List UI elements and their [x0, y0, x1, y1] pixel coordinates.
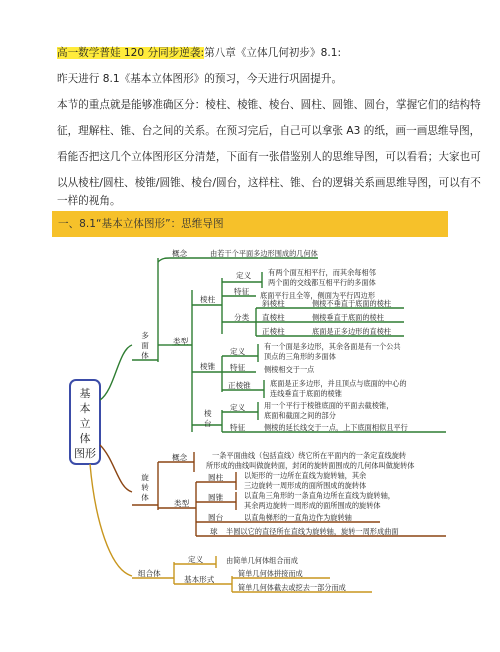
- cylinder-text-1: 以矩形的一边所在直线为旋转轴，其余: [244, 471, 367, 480]
- pyramid-feat-text: 侧棱相交于一点: [264, 365, 315, 374]
- section-heading: 一、8.1“基本立体图形”：思维导图: [58, 218, 224, 230]
- frustum-cone-text: 以直角梯形的一直角边作为旋转轴: [244, 513, 352, 522]
- solid-concept-text-1: 一条平面曲线（包括直线）绕它所在平面内的一条定直线旋转: [212, 451, 407, 460]
- poly-concept-label: 概念: [172, 249, 188, 258]
- combo-def-text: 由简单几何体组合而成: [226, 556, 298, 565]
- prism-cls-0-text: 侧棱不垂直于底面的棱柱: [312, 299, 392, 308]
- combo-def-label: 定义: [188, 555, 204, 564]
- prism-cls-1-text: 侧棱垂直于底面的棱柱: [312, 313, 384, 322]
- prism-cls-2-text: 底面是正多边形的直棱柱: [312, 327, 392, 336]
- prism-def-text-1: 有两个面互相平行，而其余每相邻: [268, 268, 376, 277]
- intro-line: 昨天进行 8.1《基本立体图形》的预习，今天进行巩固提升。: [57, 73, 343, 85]
- root-label-2: 本: [79, 402, 91, 415]
- pyramid-reg-text-1: 底面是正多边形，并且顶点与底面的中心的: [270, 379, 407, 388]
- cylinder-label: 圆柱: [208, 473, 224, 482]
- cone-text-2: 其余两边旋转一周形成的面所围成的旋转体: [244, 501, 381, 510]
- pyramid-reg-label: 正棱锥: [228, 381, 251, 390]
- pyramid-def-text-2: 顶点的三角形的多面体: [264, 352, 336, 361]
- poly-concept-text: 由若干个平面多边形围成的几何体: [210, 249, 318, 258]
- root-label-1: 基: [79, 387, 91, 400]
- solid-label-1: 旋: [141, 473, 149, 482]
- combo-form-label: 基本形式: [184, 575, 215, 584]
- paragraph-line-5: 一样的视角。: [57, 195, 121, 207]
- prism-cls-2-name: 正棱柱: [262, 327, 285, 336]
- root-label-4: 体: [79, 432, 91, 445]
- title-highlight: 高一数学普娃 120 分同步逆袭:: [57, 47, 205, 59]
- pyramid-feat-label: 特征: [230, 363, 246, 372]
- solid-label-3: 体: [141, 493, 149, 502]
- frustum-def-label: 定义: [230, 403, 246, 412]
- paragraph-line-3: 看能否把这几个立体图形区分清楚，下面有一张借鉴别人的思维导图，可以看看；大家也可: [57, 151, 481, 163]
- pyramid-label: 棱锥: [200, 362, 216, 371]
- frustum-label-2: 台: [204, 419, 212, 428]
- paragraph-line-1: 本节的重点就是能够准确区分：棱柱、棱锥、棱台、圆柱、圆锥、圆台，掌握它们的结构特: [57, 99, 481, 111]
- frustum-feat-label: 特征: [230, 423, 246, 432]
- cylinder-text-2: 三边旋转一周形成的面所围成的旋转体: [244, 481, 367, 490]
- pyramid-reg-text-2: 连线垂直于底面的棱锥: [270, 389, 342, 398]
- frustum-def-text-2: 底面和截面之间的部分: [264, 411, 336, 420]
- polyhedron-label: 多: [141, 331, 149, 340]
- polyhedron-label-3: 体: [141, 351, 149, 360]
- solid-concept-label: 概念: [172, 453, 188, 462]
- sphere-label: 球: [210, 527, 218, 536]
- solid-label-2: 转: [141, 483, 149, 492]
- prism-cls-0-name: 斜棱柱: [262, 299, 285, 308]
- frustum-cone-label: 圆台: [208, 513, 224, 522]
- solid-concept-text-2: 所形成的曲线叫做旋转面，封闭的旋转面围成的几何体叫做旋转体: [206, 461, 415, 470]
- paragraph-line-4: 以从棱柱/圆柱、棱锥/圆锥、棱台/圆台，这样柱、锥、台的逻辑关系画思维导图，可以有不: [57, 177, 481, 189]
- prism-feat-text: 底面平行且全等，侧面为平行四边形: [260, 291, 376, 300]
- paragraph-line-2: 征，理解柱、锥、台之间的关系。在预习完后，自己可以拿张 A3 的纸，画一画思维导图，: [57, 125, 481, 137]
- prism-def-text-2: 两个面的交线都互相平行的多面体: [268, 278, 376, 287]
- combo-label: 组合体: [138, 569, 161, 578]
- frustum-feat-text: 侧棱的延长线交于一点，上下底面相似且平行: [264, 423, 408, 432]
- poly-types-label: 类型: [173, 337, 189, 346]
- root-label-5: 图形: [74, 447, 96, 460]
- frustum-def-text-1: 用一个平行于棱锥底面的平面去截棱锥，: [264, 401, 394, 410]
- combo-form-2: 简单几何体截去或挖去一部分而成: [238, 583, 346, 592]
- cone-text-1: 以直角三角形的一条直角边所在直线为旋转轴，: [244, 491, 395, 500]
- prism-cls-label: 分类: [234, 313, 250, 322]
- pyramid-def-text-1: 有一个面是多边形，其余各面是有一个公共: [264, 342, 401, 351]
- polyhedron-label-2: 面: [141, 341, 149, 350]
- prism-feat-label: 特征: [234, 287, 250, 296]
- prism-label: 棱柱: [200, 295, 216, 304]
- root-label-3: 立: [79, 417, 91, 430]
- title-rest: 第八章《立体几何初步》8.1:: [204, 47, 342, 59]
- combo-form-1: 简单几何体拼接而成: [238, 569, 303, 578]
- solid-types-label: 类型: [174, 499, 190, 508]
- pyramid-def-label: 定义: [230, 347, 246, 356]
- prism-cls-1-name: 直棱柱: [262, 313, 285, 322]
- cone-label: 圆锥: [208, 493, 224, 502]
- prism-def-label: 定义: [236, 271, 252, 280]
- frustum-label-1: 棱: [204, 409, 212, 418]
- sphere-text: 半圆以它的直径所在直线为旋转轴，旋转一周形成曲面: [226, 527, 399, 536]
